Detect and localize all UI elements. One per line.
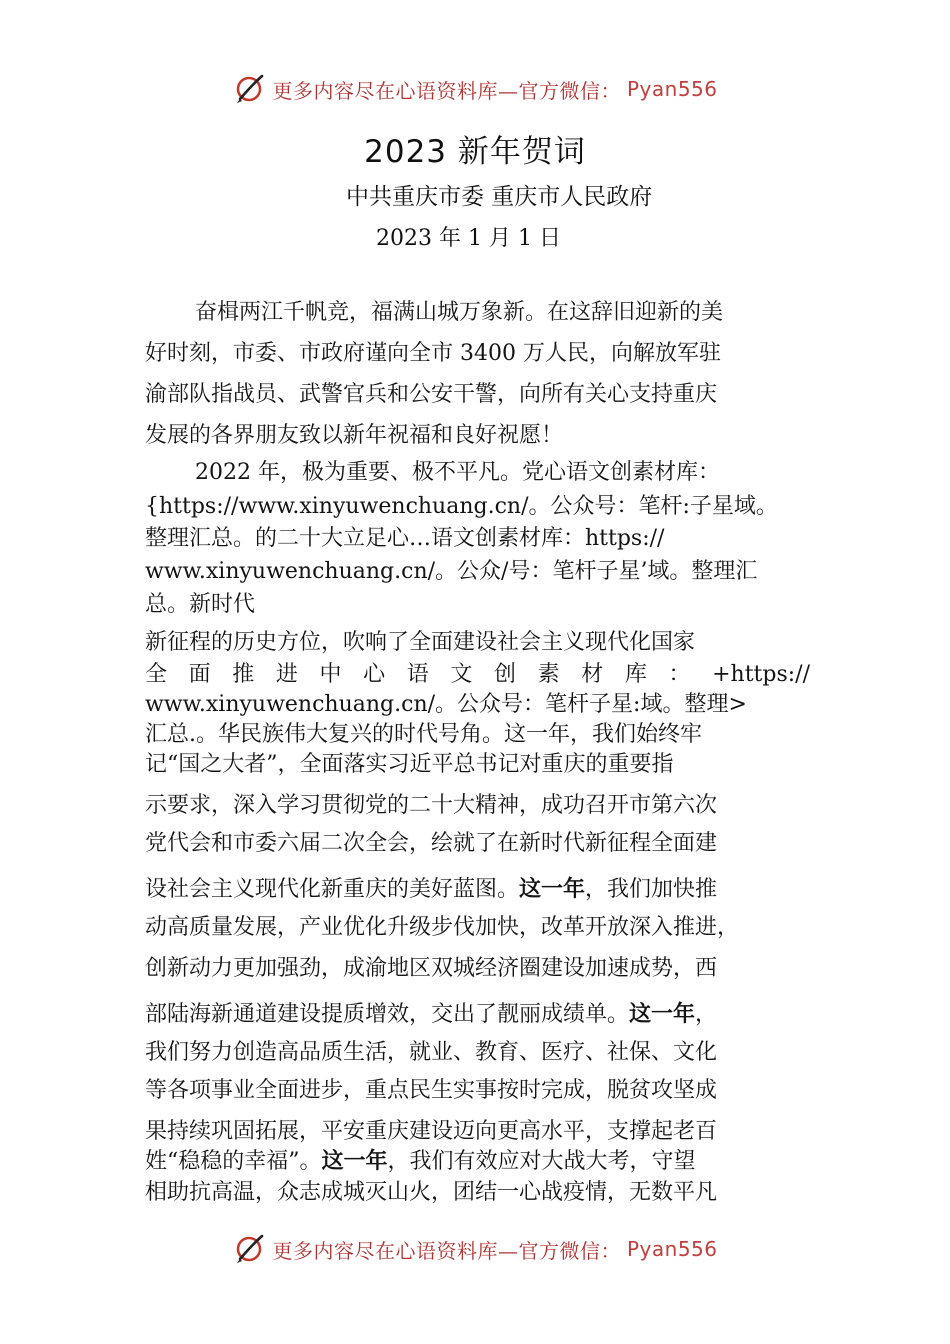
body-line: 总。新时代: [145, 592, 256, 617]
brush-logo-icon: [232, 1232, 266, 1266]
body-line: www.xinyuwenchuang.cn/。公众号：笔杆子星:域。整理>: [145, 692, 747, 717]
date: 2023 年 1 月 1 日: [376, 226, 561, 251]
body-text: 姓“稳稳的幸福”。: [145, 1149, 322, 1174]
body-line: www.xinyuwenchuang.cn/。公众/号：笔杆子星’域。整理汇: [145, 559, 758, 584]
page-title: 2023 新年贺词: [364, 134, 586, 170]
body-line: 记“国之大者”，全面落实习近平总书记对重庆的重要指: [145, 752, 674, 777]
body-line: 好时刻，市委、市政府谨向全市 3400 万人民，向解放军驻: [145, 341, 721, 366]
body-line: 动高质量发展，产业优化升级步伐加快，改革开放深入推进，: [145, 915, 740, 940]
banner-contact: Pyan556: [626, 1237, 718, 1261]
body-line: {https://www.xinyuwenchuang.cn/。公众号：笔杆:子星域。: [145, 494, 778, 519]
emphasis-text: 这一年: [321, 1149, 388, 1174]
body-line: 发展的各界朋友致以新年祝福和良好祝愿！: [145, 423, 564, 448]
body-line: 相助抗高温，众志成城灭山火，团结一心战疫情，无数平凡: [145, 1180, 718, 1205]
body-line: [145, 875, 717, 905]
body-line: 渝部队指战员、武警官兵和公安干警，向所有关心支持重庆: [145, 382, 718, 407]
body-line: 汇总.。华民族伟大复兴的时代号角。这一年，我们始终牢: [145, 722, 702, 747]
body-line: 奋楫两江千帆竞，福满山城万象新。在这辞旧迎新的美: [195, 300, 724, 325]
banner-contact: Pyan556: [626, 77, 718, 101]
body-line: 党代会和市委六届二次全会，绘就了在新时代新征程全面建: [145, 831, 718, 856]
body-text: ，我们有效应对大战大考，守望: [387, 1149, 696, 1174]
brush-logo-icon: [232, 72, 266, 106]
body-line: 整理汇总。的二十大立足心…语文创素材库：https://: [145, 526, 665, 551]
footer-banner: [0, 1232, 950, 1266]
body-line: 示要求，深入学习贯彻党的二十大精神，成功召开市第六次: [145, 793, 718, 818]
body-line: 新征程的历史方位，吹响了全面建设社会主义现代化国家: [145, 630, 696, 655]
body-text: ，: [695, 1002, 718, 1027]
body-line: 2022 年，极为重要、极不平凡。党心语文创素材库：: [195, 460, 720, 485]
body-line: [145, 1000, 717, 1030]
header-banner: [0, 72, 950, 106]
emphasis-text: 这一年: [519, 877, 586, 902]
body-line: 我们努力创造高品质生活，就业、教育、医疗、社保、文化: [145, 1040, 718, 1065]
banner-text: 更多内容尽在心语资料库—官方微信：: [272, 1238, 621, 1263]
body-text: 设社会主义现代化新重庆的美好蓝图。: [145, 877, 520, 902]
banner-text: 更多内容尽在心语资料库—官方微信：: [272, 78, 621, 103]
body-text: ，我们加快推: [585, 877, 718, 902]
emphasis-text: 这一年: [629, 1002, 696, 1027]
body-line: 等各项事业全面进步，重点民生实事按时完成，脱贫攻坚成: [145, 1078, 718, 1103]
body-line: [145, 1147, 696, 1177]
body-line: 全 面 推 进 中 心 语 文 创 素 材 库 ： +https://: [145, 662, 810, 687]
body-text: 部陆海新通道建设提质增效，交出了靓丽成绩单。: [145, 1002, 630, 1027]
issuer: 中共重庆市委 重庆市人民政府: [346, 184, 653, 210]
body-line: 果持续巩固拓展，平安重庆建设迈向更高水平，支撑起老百: [145, 1119, 718, 1144]
body-line: 创新动力更加强劲，成渝地区双城经济圈建设加速成势，西: [145, 956, 718, 981]
